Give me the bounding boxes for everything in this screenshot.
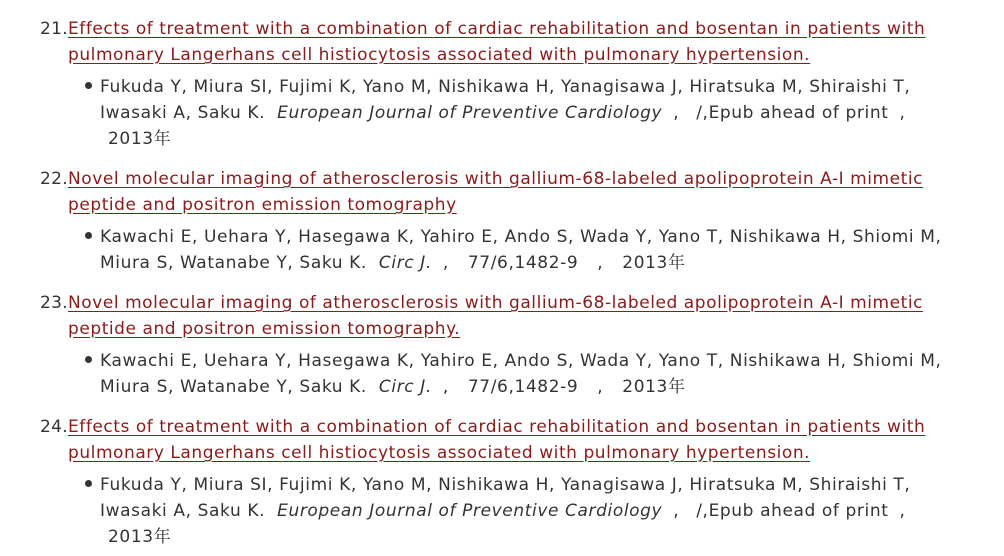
authors-line-2: Miura S, Watanabe Y, Saku K. — [100, 253, 367, 273]
volume-pages: 77/6,1482-9 — [467, 377, 579, 397]
separator: , — [442, 253, 449, 273]
title-line-2[interactable]: peptide and positron emission tomography — [68, 195, 457, 215]
title-line-2[interactable]: peptide and positron emission tomography. — [68, 319, 461, 339]
title-line-2[interactable]: pulmonary Langerhans cell histiocytosis associated with pulmonary hypertension. — [68, 45, 811, 65]
authors-line-1: Fukuda Y, Miura SI, Fujimi K, Yano M, Nishikawa H, Yanagisawa J, Hiratsuka M, Shiraishi T, — [100, 77, 911, 97]
bullet-icon — [85, 82, 92, 89]
separator: , — [673, 501, 680, 521]
separator: , — [899, 501, 906, 521]
publication-year: 2013年 — [108, 129, 172, 149]
volume-pages: /,Epub ahead of print — [696, 501, 889, 521]
publication-citation — [100, 472, 980, 550]
separator: , — [597, 253, 604, 273]
volume-pages: 77/6,1482-9 — [467, 253, 579, 273]
publication-year: 2013年 — [622, 253, 686, 273]
authors-line-2: Iwasaki A, Saku K. — [100, 103, 266, 123]
publication-year: 2013年 — [108, 527, 172, 547]
authors-line-1: Fukuda Y, Miura SI, Fujimi K, Yano M, Nishikawa H, Yanagisawa J, Hiratsuka M, Shiraishi T, — [100, 475, 911, 495]
publication-citation — [100, 348, 980, 400]
publication-year: 2013年 — [622, 377, 686, 397]
title-line-2[interactable]: pulmonary Langerhans cell histiocytosis associated with pulmonary hypertension. — [68, 443, 811, 463]
authors-line-1: Kawachi E, Uehara Y, Hasegawa K, Yahiro E, Ando S, Wada Y, Yano T, Nishikawa H, Shiomi M, — [100, 227, 942, 247]
title-line-1[interactable]: Effects of treatment with a combination of cardiac rehabilitation and bosentan in patients with — [68, 417, 926, 437]
authors-line-2: Iwasaki A, Saku K. — [100, 501, 266, 521]
bullet-icon — [85, 480, 92, 487]
journal-name: European Journal of Preventive Cardiology — [277, 501, 663, 521]
separator: , — [442, 377, 449, 397]
volume-pages: /,Epub ahead of print — [696, 103, 889, 123]
journal-name: European Journal of Preventive Cardiology — [277, 103, 663, 123]
publication-title-link[interactable] — [68, 414, 968, 466]
publication-number: 22. — [40, 169, 68, 189]
title-line-1[interactable]: Novel molecular imaging of atherosclerosis with gallium-68-labeled apolipoprotein A-I mimetic — [68, 293, 924, 313]
publication-number: 24. — [40, 417, 68, 437]
authors-line-1: Kawachi E, Uehara Y, Hasegawa K, Yahiro E, Ando S, Wada Y, Yano T, Nishikawa H, Shiomi M, — [100, 351, 942, 371]
bullet-icon — [85, 232, 92, 239]
authors-line-2: Miura S, Watanabe Y, Saku K. — [100, 377, 367, 397]
journal-name: Circ J. — [378, 253, 432, 273]
separator: , — [597, 377, 604, 397]
title-line-1[interactable]: Novel molecular imaging of atherosclerosis with gallium-68-labeled apolipoprotein A-I mimetic — [68, 169, 924, 189]
publication-number: 23. — [40, 293, 68, 313]
journal-name: Circ J. — [378, 377, 432, 397]
publication-citation — [100, 224, 980, 276]
separator: , — [673, 103, 680, 123]
publication-title-link[interactable] — [68, 16, 968, 68]
bullet-icon — [85, 356, 92, 363]
publication-title-link[interactable] — [68, 166, 968, 218]
publication-number: 21. — [40, 19, 68, 39]
title-line-1[interactable]: Effects of treatment with a combination of cardiac rehabilitation and bosentan in patients with — [68, 19, 926, 39]
publication-title-link[interactable] — [68, 290, 968, 342]
separator: , — [899, 103, 906, 123]
publication-citation — [100, 74, 980, 152]
